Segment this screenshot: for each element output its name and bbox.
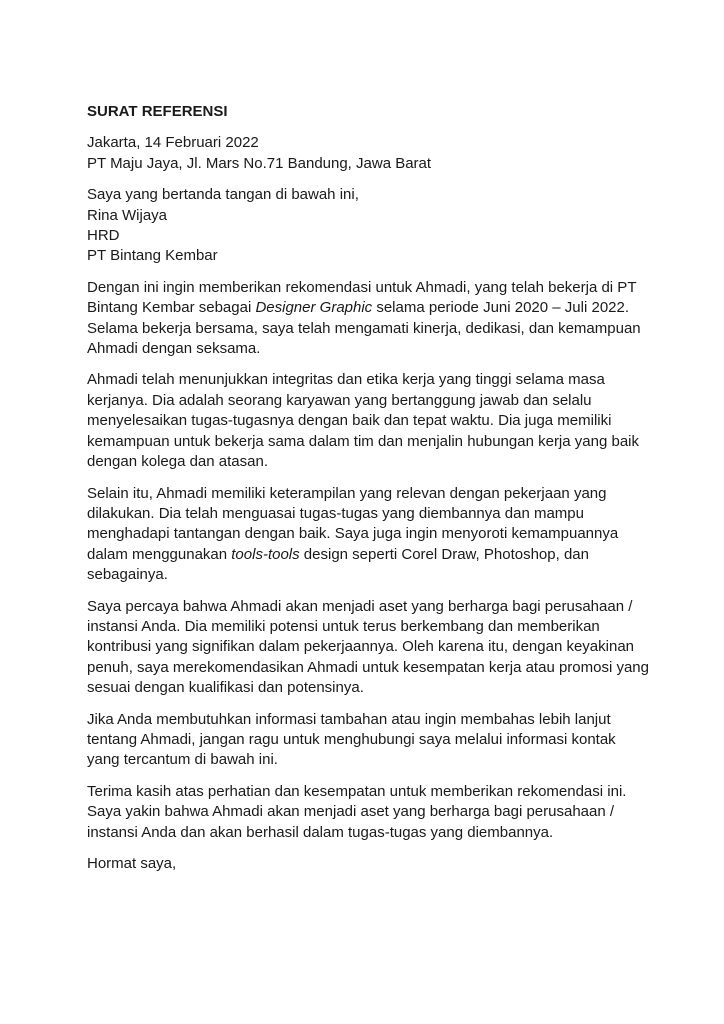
text-segment: dilakukan. Dia telah menguasai tugas-tugas yang diembannya dan mampu [87, 504, 584, 522]
closing [87, 854, 694, 874]
text-line [87, 185, 694, 205]
letter-title: SURAT REFERENSI [87, 103, 228, 120]
text-segment: instansi Anda. Dia memiliki potensi untuk terus berkembang dan memberikan [87, 617, 600, 635]
text-line [87, 802, 694, 822]
text-line [87, 370, 694, 390]
text-line [87, 133, 694, 153]
text-segment: HRD [87, 227, 120, 245]
paragraph-skills [87, 484, 694, 586]
text-segment: sesuai dengan kualifikasi dan potensinya. [87, 679, 364, 697]
text-segment: kerjanya. Dia adalah seorang karyawan yang bertanggung jawab dan selalu [87, 391, 592, 409]
text-segment: Rina Wijaya [87, 206, 168, 224]
text-segment: PT Bintang Kembar [87, 247, 218, 265]
text-segment: Ahmadi dengan seksama. [87, 340, 261, 358]
text-segment: Ahmadi telah menunjukkan integritas dan etika kerja yang tinggi selama masa [87, 371, 605, 389]
text-line [87, 432, 694, 452]
text-line [87, 730, 694, 750]
text-line [87, 206, 694, 226]
italic-text: tools-tools [231, 545, 300, 563]
text-line [87, 452, 694, 472]
text-segment: kemampuan untuk bekerja sama dalam tim dan menjalin hubungan kerja yang baik [87, 432, 639, 450]
text-line [87, 545, 694, 565]
text-line [87, 782, 694, 802]
text-segment: menghadapi tantangan dengan baik. Saya juga ingin menyoroti kemampuannya [87, 525, 619, 543]
text-line [87, 154, 694, 174]
text-segment: Saya yakin bahwa Ahmadi akan menjadi aset yang berharga bagi perusahaan / [87, 803, 615, 821]
text-segment: Dengan ini ingin memberikan rekomendasi untuk Ahmadi, yang telah bekerja di PT [87, 278, 637, 296]
paragraph-integrity [87, 370, 694, 472]
text-line [87, 854, 694, 874]
paragraph-contact [87, 710, 694, 771]
text-line [87, 637, 694, 657]
text-segment: Bintang Kembar sebagai [87, 299, 256, 317]
paragraph-recommendation [87, 597, 694, 699]
text-line [87, 411, 694, 431]
text-segment: Saya yang bertanda tangan di bawah ini, [87, 186, 359, 204]
italic-text: Designer Graphic [255, 299, 373, 317]
text-segment: instansi Anda dan akan berhasil dalam tugas-tugas yang diembannya. [87, 823, 554, 841]
text-line [87, 226, 694, 246]
text-line [87, 504, 694, 524]
letter-body [87, 133, 694, 874]
text-segment: penuh, saya merekomendasikan Ahmadi untuk kesempatan kerja atau promosi yang [87, 658, 649, 676]
text-segment: Selain itu, Ahmadi memiliki keterampilan yang relevan dengan pekerjaan yang [87, 484, 607, 502]
text-segment: kontribusi yang signifikan dalam pekerjaannya. Oleh karena itu, dengan keyakinan [87, 638, 635, 656]
text-segment: Hormat saya, [87, 855, 177, 872]
text-line [87, 565, 694, 585]
text-segment: Selama bekerja bersama, saya telah mengamati kinerja, dedikasi, dan kemampuan [87, 319, 641, 337]
text-segment: menyelesaikan tugas-tugasnya dengan baik dan tepat waktu. Dia juga memiliki [87, 412, 612, 430]
text-line [87, 678, 694, 698]
text-line [87, 319, 694, 339]
text-line [87, 339, 694, 359]
text-segment: Terima kasih atas perhatian dan kesempatan untuk memberikan rekomendasi ini. [87, 782, 627, 800]
paragraph-thanks [87, 782, 694, 843]
text-line [87, 391, 694, 411]
text-segment: yang tercantum di bawah ini. [87, 751, 278, 769]
text-line [87, 658, 694, 678]
text-line [87, 246, 694, 266]
text-segment: Saya percaya bahwa Ahmadi akan menjadi aset yang berharga bagi perusahaan / [87, 597, 633, 615]
text-line [87, 278, 694, 298]
paragraph-intro [87, 278, 694, 360]
text-line [87, 750, 694, 770]
text-segment: design seperti Corel Draw, Photoshop, dan [299, 545, 589, 563]
text-line [87, 484, 694, 504]
text-segment: dalam menggunakan [87, 545, 232, 563]
text-segment: selama periode Juni 2020 – Juli 2022. [372, 299, 630, 317]
text-line [87, 524, 694, 544]
date-address [87, 133, 694, 174]
text-segment: dengan kolega dan atasan. [87, 453, 268, 471]
text-line [87, 823, 694, 843]
text-line [87, 617, 694, 637]
text-line [87, 710, 694, 730]
text-segment: Jika Anda membutuhkan informasi tambahan atau ingin membahas lebih lanjut [87, 710, 611, 728]
text-segment: PT Maju Jaya, Jl. Mars No.71 Bandung, Jawa Barat [87, 154, 432, 172]
signatory [87, 185, 694, 267]
text-segment: tentang Ahmadi, jangan ragu untuk menghubungi saya melalui informasi kontak [87, 730, 616, 748]
text-segment: Jakarta, 14 Februari 2022 [87, 134, 259, 152]
letter-page [87, 102, 694, 885]
text-line [87, 298, 694, 318]
text-line [87, 597, 694, 617]
text-segment: sebagainya. [87, 566, 168, 584]
